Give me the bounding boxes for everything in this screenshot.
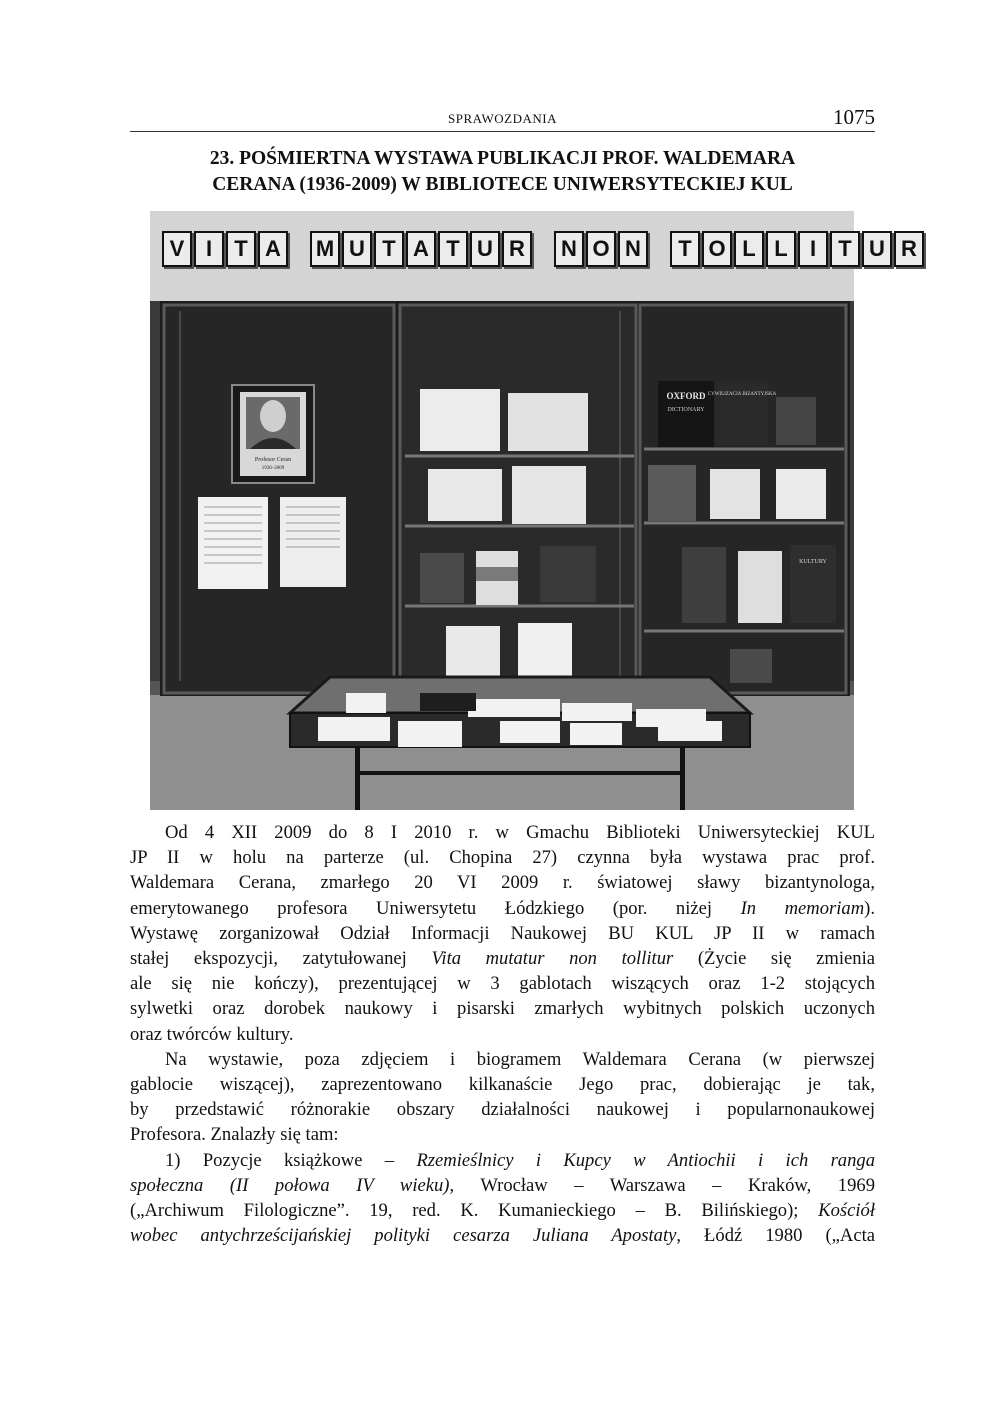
- paragraph-1-line-6: stałej ekspozycji, zatytułowanej Vita mutatur non tollitur (Życie się zmienia: [130, 948, 875, 970]
- article-title: [130, 146, 875, 198]
- banner-letter-tile: N: [554, 231, 584, 267]
- banner-letter-tile: N: [618, 231, 648, 267]
- title-line-2: CERANA (1936-2009) W BIBLIOTECE UNIWERSYTECKIEJ KUL: [212, 174, 793, 195]
- title-line-1: 23. POŚMIERTNA WYSTAWA PUBLIKACJI PROF. WALDEMARA: [209, 148, 796, 169]
- paragraph-2-line-3: by przedstawić różnorakie obszary działalności naukowej i popularnonaukowej: [130, 1099, 875, 1121]
- paragraph-1-line-3: Waldemara Cerana, zmarłego 20 VI 2009 r. światowej sławy bizantynologa,: [130, 872, 875, 894]
- banner-letter-tile: O: [702, 231, 732, 267]
- book-kultury: KULTURY: [799, 559, 827, 565]
- banner-letter-tile: R: [502, 231, 532, 267]
- banner-letter-tile: T: [670, 231, 700, 267]
- paragraph-1-line-7: ale się nie kończy), prezentującej w 3 gablotach wiszących oraz 1-2 stojących: [130, 973, 875, 995]
- paragraph-1-line-5: Wystawę zorganizował Odział Informacji Naukowej BU KUL JP II w ramach: [130, 922, 875, 944]
- section-title: SPRAWOZDANIA: [448, 111, 557, 126]
- exhibition-photo: [150, 211, 917, 810]
- paragraph-1-line-8: sylwetki oraz dorobek naukowy i pisarski zmarłych wybitnych polskich uczonych: [130, 998, 875, 1020]
- paragraph-1-line-2: JP II w holu na parterze (ul. Chopina 27) czynna była wystawa prac prof.: [130, 847, 875, 869]
- banner-letter-tile: A: [406, 231, 436, 267]
- paragraph-1-line-9: oraz twórców kultury.: [130, 1023, 294, 1045]
- portrait-frame: [232, 385, 314, 483]
- banner-letter-tile: T: [438, 231, 468, 267]
- display-cases-illustration: [150, 301, 854, 810]
- portrait-caption-2: 1936–2009: [261, 466, 285, 471]
- banner-letter-tile: O: [586, 231, 616, 267]
- book-oxford-2: DICTIONARY: [667, 407, 705, 413]
- paragraph-2-line-2: gablocie wiszącej), zaprezentowano kilkanaście Jego prac, dobierając je tak,: [130, 1074, 875, 1096]
- paragraph-2-line-1: Na wystawie, poza zdjęciem i biogramem Waldemara Cerana (w pierwszej: [165, 1048, 875, 1070]
- banner-letter-tile: V: [162, 231, 192, 267]
- paragraph-3-line-1: 1) Pozycje książkowe – Rzemieślnicy i Kupcy w Antiochii i ich ranga: [165, 1149, 875, 1171]
- paragraph-1-line-4: emerytowanego profesora Uniwersytetu Łódzkiego (por. niżej In memoriam).: [130, 897, 875, 919]
- banner-letter-tile: T: [226, 231, 256, 267]
- running-head: [130, 105, 875, 132]
- banner-letter-tile: M: [310, 231, 340, 267]
- paragraph-3-line-3: („Archiwum Filologiczne”. 19, red. K. Kumanieckiego – B. Bilińskiego); Kościół: [130, 1200, 875, 1222]
- banner-word: [670, 231, 924, 267]
- banner-letter-tile: U: [862, 231, 892, 267]
- banner-letter-tile: U: [342, 231, 372, 267]
- article-body: [130, 820, 875, 1248]
- portrait-caption-1: Profesor Ceran: [254, 457, 292, 463]
- paragraph-1-line-1: Od 4 XII 2009 do 8 I 2010 r. w Gmachu Biblioteki Uniwersyteckiej KUL: [165, 822, 875, 843]
- banner-letter-tile: I: [798, 231, 828, 267]
- banner-letter-tile: L: [766, 231, 796, 267]
- banner-letter-tile: A: [258, 231, 288, 267]
- banner-vita-mutatur: [162, 231, 924, 267]
- banner-word: [554, 231, 648, 267]
- banner-letter-tile: T: [374, 231, 404, 267]
- banner-letter-tile: R: [894, 231, 924, 267]
- paragraph-3-line-4: wobec antychrześcijańskiej polityki cesarza Juliana Apostaty, Łódź 1980 („Acta: [130, 1225, 875, 1247]
- book-oxford-1: OXFORD: [666, 391, 706, 401]
- banner-word: [310, 231, 532, 267]
- book-cywilizacja: CYWILIZACJA BIZANTYJSKA: [707, 392, 777, 397]
- paragraph-3-line-2: społeczna (II połowa IV wieku), Wrocław – Warszawa – Kraków, 1969: [130, 1174, 875, 1196]
- banner-letter-tile: L: [734, 231, 764, 267]
- page-number: 1075: [833, 105, 875, 129]
- paragraph-2-line-4: Profesora. Znalazły się tam:: [130, 1124, 339, 1146]
- banner-letter-tile: U: [470, 231, 500, 267]
- banner-letter-tile: T: [830, 231, 860, 267]
- banner-word: [162, 231, 288, 267]
- banner-letter-tile: I: [194, 231, 224, 267]
